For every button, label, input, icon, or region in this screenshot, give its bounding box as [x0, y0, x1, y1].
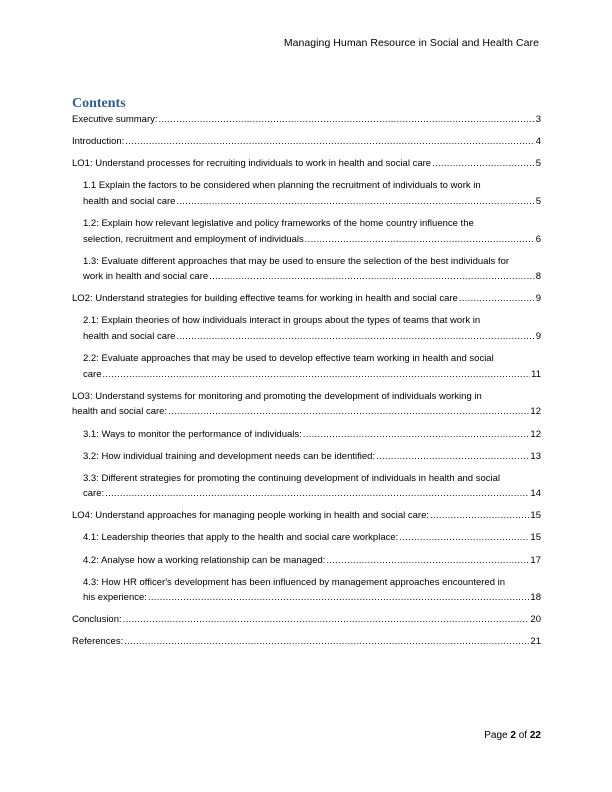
toc-entry-page-number: 4: [535, 136, 541, 148]
toc-entry-page-number: 18: [530, 592, 541, 604]
toc-entry[interactable]: [83, 427, 541, 443]
page-of: of: [518, 730, 528, 741]
running-header: Managing Human Resource in Social and Health Care: [283, 37, 539, 49]
dot-leader: [326, 553, 529, 569]
toc-entry-page-number: 13: [530, 450, 541, 462]
toc-entry-title: health and social care:: [72, 406, 168, 418]
toc-entry-title: References:: [72, 636, 124, 648]
toc-entry-title-line1: 3.3: Different strategies for promoting the continuing development of individuals in health and social: [83, 472, 501, 484]
toc-entry[interactable]: [72, 389, 541, 420]
toc-entry-page-number: 11: [531, 368, 541, 380]
toc-entry-page-number: 5: [535, 195, 541, 207]
toc-entry-title: Introduction:: [72, 136, 125, 148]
toc-entry-page-number: 12: [530, 406, 541, 418]
toc-entry-title: LO1: Understand processes for recruiting individuals to work in health and social care: [72, 158, 432, 170]
toc-title: Contents: [72, 96, 126, 111]
toc-entry-title: 4.2: Analyse how a working relationship can be managed:: [83, 554, 326, 566]
dot-leader: [148, 590, 530, 606]
toc-entry-title: 3.1: Ways to monitor the performance of individuals:: [83, 428, 302, 440]
toc-entry-title: health and social care: [83, 331, 176, 343]
page-label: Page: [484, 730, 508, 741]
toc-entry[interactable]: [83, 216, 541, 247]
toc-entry[interactable]: [83, 575, 541, 606]
toc-entry-page-number: 21: [530, 636, 541, 648]
toc-entry-page-number: 5: [535, 158, 541, 170]
toc-entry[interactable]: [72, 134, 541, 150]
toc-entry[interactable]: [72, 156, 541, 172]
toc-entry-title: work in health and social care: [83, 271, 209, 283]
page-footer: [484, 730, 541, 741]
toc-entry-page-number: 12: [530, 428, 541, 440]
toc-entry[interactable]: [83, 254, 541, 285]
toc-entry-title: LO4: Understand approaches for managing people working in health and social care:: [72, 510, 430, 522]
toc-entry[interactable]: [72, 612, 541, 628]
dot-leader: [102, 367, 530, 383]
dot-leader: [176, 194, 534, 210]
toc-entry[interactable]: [83, 553, 541, 569]
dot-leader: [124, 634, 529, 650]
toc-entry-title-line1: 4.3: How HR officer's development has been influenced by management approaches encountered in: [83, 576, 506, 588]
dot-leader: [459, 291, 535, 307]
toc-entry-page-number: 9: [535, 331, 541, 343]
toc-entry-title-line1: 2.2: Evaluate approaches that may be used to develop effective team working in health and social: [83, 353, 494, 365]
toc-entry-title: selection, recruitment and employment of individuals: [83, 233, 304, 245]
toc-entry[interactable]: [83, 351, 541, 382]
toc-entry-page-number: 15: [530, 510, 541, 522]
toc-entry-title-line1: 1.2: Explain how relevant legislative and policy frameworks of the home country influence the: [83, 217, 474, 229]
dot-leader: [376, 449, 529, 465]
toc-entry-title-line1: LO3: Understand systems for monitoring and promoting the development of individuals working in: [72, 390, 482, 402]
toc-entry-title: 3.2: How individual training and development needs can be identified:: [83, 450, 376, 462]
toc-entry-title-line1: 1.1 Explain the factors to be considered when planning the recruitment of individuals to work in: [83, 180, 481, 192]
toc-entry-title: 4.1: Leadership theories that apply to the health and social care workplace:: [83, 532, 399, 544]
toc-entry-title: care: [83, 368, 102, 380]
page-current: 2: [510, 730, 516, 741]
toc-entry[interactable]: [83, 178, 541, 209]
toc-entry-title-line1: 2.1: Explain theories of how individuals interact in groups about the types of teams that work in: [83, 315, 481, 327]
dot-leader: [123, 612, 530, 628]
toc-entry-page-number: 17: [530, 554, 541, 566]
toc-entry-page-number: 3: [535, 114, 541, 125]
dot-leader: [303, 427, 530, 443]
toc-entry-page-number: 8: [535, 271, 541, 283]
toc-entry-title: LO2: Understand strategies for building effective teams for working in health and social care: [72, 293, 458, 305]
toc-entry[interactable]: [83, 313, 541, 344]
toc-entry[interactable]: [72, 291, 541, 307]
page-total: 22: [529, 730, 541, 741]
toc-entry-title: Conclusion:: [72, 614, 122, 626]
toc-entry[interactable]: [83, 530, 541, 546]
toc-entry-page-number: 6: [535, 233, 541, 245]
toc-entry[interactable]: [72, 508, 541, 524]
dot-leader: [430, 508, 529, 524]
toc-entry[interactable]: [83, 449, 541, 465]
dot-leader: [305, 232, 535, 248]
toc-entry-page-number: 15: [530, 532, 541, 544]
toc-entry-title-line1: 1.3: Evaluate different approaches that may be used to ensure the selection of the best individuals for: [83, 255, 510, 267]
toc-entry-page-number: 9: [535, 293, 541, 305]
toc-entry-page-number: 14: [530, 488, 541, 500]
dot-leader: [432, 156, 535, 172]
dot-leader: [105, 486, 529, 502]
toc-entry[interactable]: [72, 112, 541, 128]
table-of-contents: [72, 112, 541, 657]
dot-leader: [209, 269, 535, 285]
dot-leader: [159, 112, 535, 128]
dot-leader: [125, 134, 534, 150]
toc-entry-title: care:: [83, 488, 105, 500]
toc-entry-title: Executive summary:: [72, 114, 158, 125]
toc-entry-page-number: 20: [530, 614, 541, 626]
dot-leader: [176, 329, 534, 345]
toc-entry-title: health and social care: [83, 195, 176, 207]
toc-entry[interactable]: [83, 471, 541, 502]
toc-entry-title: his experience:: [83, 592, 147, 604]
toc-entry[interactable]: [72, 634, 541, 650]
dot-leader: [168, 404, 529, 420]
dot-leader: [399, 530, 529, 546]
